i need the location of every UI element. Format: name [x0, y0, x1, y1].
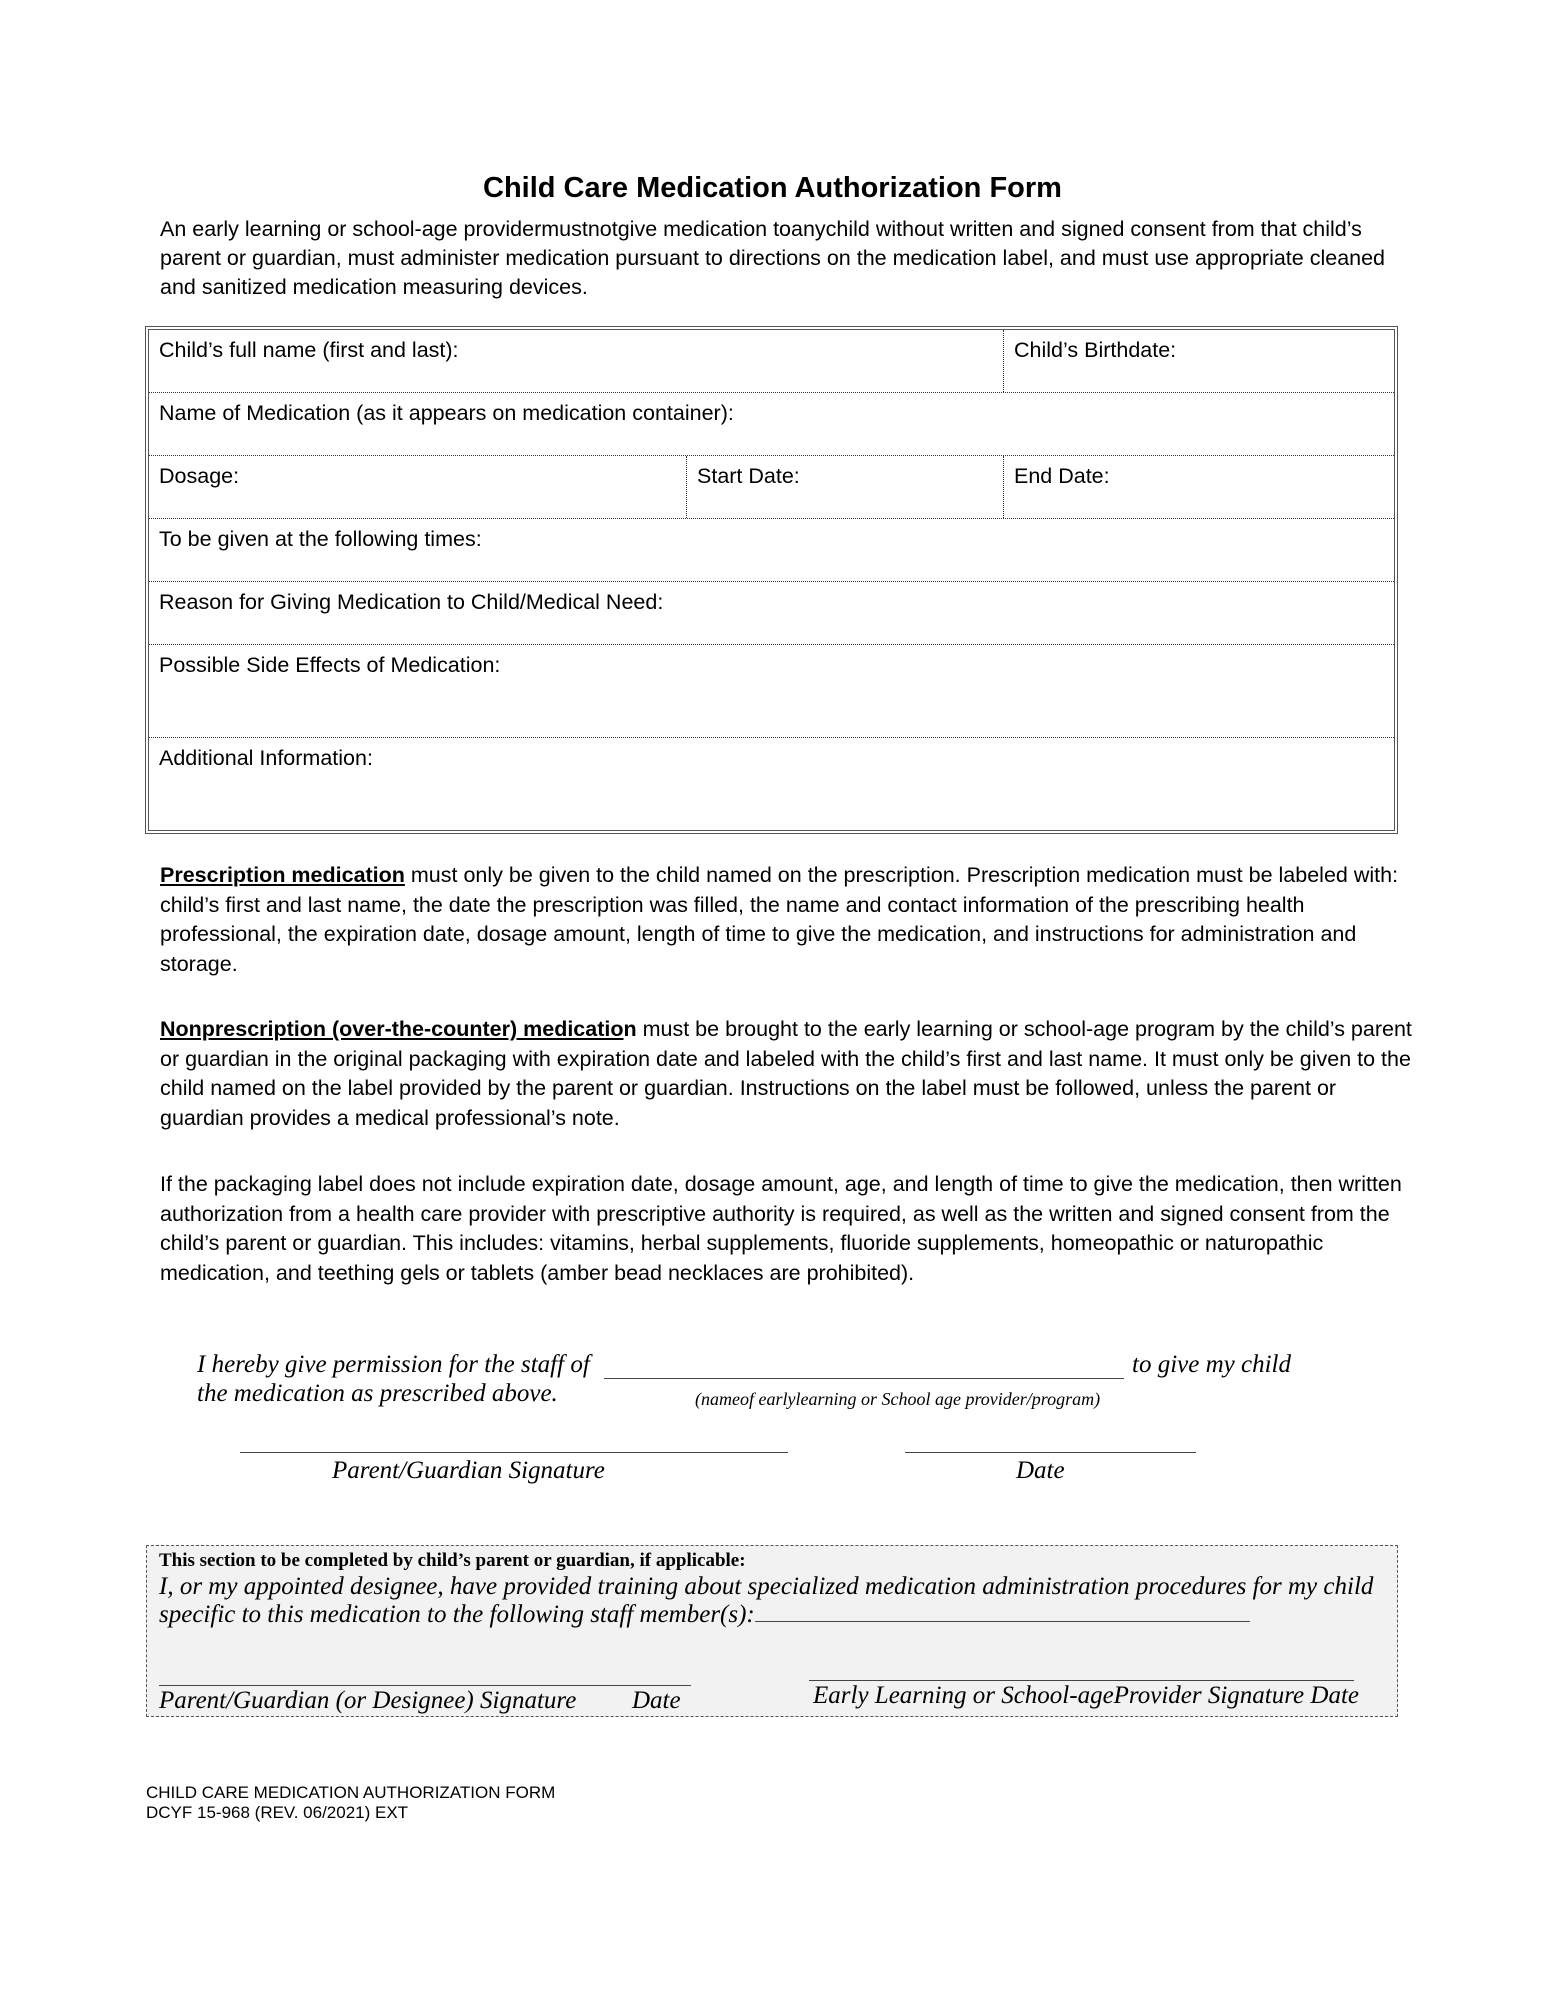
- form-row-medication: [149, 393, 1394, 456]
- child-name-field[interactable]: [149, 330, 1003, 392]
- times-label: To be given at the following times:: [159, 527, 482, 551]
- parent-signature-label: Parent/Guardian Signature: [332, 1457, 605, 1484]
- dosage-field[interactable]: [149, 456, 686, 518]
- staff-member-line[interactable]: [755, 1603, 1250, 1622]
- designee-signature-label: Parent/Guardian (or Designee) Signature: [159, 1687, 577, 1714]
- nonprescription-heading: Nonprescription (over-the-counter) medicatio: [160, 1017, 624, 1041]
- medication-form-table: [145, 326, 1398, 834]
- form-row-dosage: [149, 456, 1394, 519]
- end-date-field[interactable]: [1003, 456, 1394, 518]
- permission-line2: the medication as prescribed above.: [197, 1380, 558, 1407]
- start-date-field[interactable]: [686, 456, 1003, 518]
- provider-signature-label: Early Learning or School-ageProvider Signature Date: [813, 1682, 1359, 1709]
- prescription-heading: Prescription medication: [160, 863, 405, 887]
- additional-info-label: Additional Information:: [159, 746, 373, 770]
- birthdate-field[interactable]: [1003, 330, 1394, 392]
- medication-name-field[interactable]: [149, 393, 1394, 455]
- training-heading: This section to be completed by child’s parent or guardian, if applicable:: [159, 1550, 746, 1571]
- birthdate-label: Child’s Birthdate:: [1014, 338, 1177, 362]
- additional-info-field[interactable]: [149, 738, 1394, 830]
- times-field[interactable]: [149, 519, 1394, 581]
- nonprescription-paragraph: [160, 1015, 1420, 1133]
- nonprescription-text: must be brought to the early learning or school-age program by the child’s parent or guardian in the original packaging with expiration date and labeled with the child’s first and last name. It must only be given to the child named on the label provided by the parent or guardian. Instructions on the label must be followed, unless the parent or guardian provides a medical professional’s note.: [160, 1017, 1412, 1130]
- form-row-times: [149, 519, 1394, 582]
- footer-form-number: DCYF 15-968 (REV. 06/2021) EXT: [146, 1803, 409, 1822]
- form-row-reason: [149, 582, 1394, 645]
- prescription-text: must only be given to the child named on the prescription. Prescription medication must be labeled with: child’s first and last name, the date the prescription was filled, the name and contact information of the prescribing health professional, the expiration date, dosage amount, length of time to give the medication, and instructions for administration and storage.: [160, 863, 1399, 976]
- parent-date-label: Date: [1016, 1457, 1065, 1484]
- provider-name-hint: (nameof earlylearning or School age provider/program): [695, 1389, 1101, 1409]
- permission-line1-end: to give my child: [1132, 1351, 1291, 1378]
- form-row-side-effects: [149, 645, 1394, 738]
- form-row-additional: [149, 738, 1394, 830]
- packaging-paragraph: If the packaging label does not include expiration date, dosage amount, age, and length of time to give the medication, then written authorization from a health care provider with prescriptive authority is required, as well as the written and signed consent from the child’s parent or guardian. This includes: vitamins, herbal supplements, fluoride supplements, homeopathic or naturopathic medication, and teething gels or tablets (amber bead necklaces are prohibited).: [160, 1172, 1402, 1285]
- side-effects-label: Possible Side Effects of Medication:: [159, 653, 501, 677]
- side-effects-field[interactable]: [149, 645, 1394, 737]
- reason-field[interactable]: [149, 582, 1394, 644]
- parent-signature-line[interactable]: [240, 1452, 788, 1453]
- medication-name-label: Name of Medication (as it appears on medication container):: [159, 401, 734, 425]
- training-text: [159, 1573, 1379, 1629]
- training-statement: I, or my appointed designee, have provided training about specialized medication administration procedures for my child specific to this medication to the following staff member(s):: [159, 1573, 1374, 1628]
- designee-signature-line[interactable]: [159, 1685, 691, 1686]
- intro-paragraph: An early learning or school-age providermustnotgive medication toanychild without written and signed consent from that child’s parent or guardian, must administer medication pursuant to directions on the medication label, and must use appropriate cleaned and sanitized medication measuring devices.: [160, 217, 1386, 299]
- page-title: Child Care Medication Authorization Form: [483, 172, 1062, 204]
- dosage-label: Dosage:: [159, 464, 240, 488]
- designee-date-label: Date: [632, 1687, 681, 1714]
- start-date-label: Start Date:: [697, 464, 800, 488]
- prescription-paragraph: [160, 861, 1420, 979]
- provider-signature-line[interactable]: [809, 1680, 1354, 1681]
- training-section: [146, 1545, 1398, 1717]
- provider-name-line[interactable]: [604, 1378, 1124, 1379]
- footer-form-name: CHILD CARE MEDICATION AUTHORIZATION FORM: [146, 1783, 556, 1802]
- child-name-label: Child’s full name (first and last):: [159, 338, 459, 362]
- parent-date-line[interactable]: [905, 1452, 1196, 1453]
- nonprescription-heading-tail: n: [623, 1017, 637, 1041]
- form-row-child: [149, 330, 1394, 393]
- permission-line1-start: I hereby give permission for the staff of: [197, 1351, 590, 1378]
- reason-label: Reason for Giving Medication to Child/Medical Need:: [159, 590, 664, 614]
- end-date-label: End Date:: [1014, 464, 1110, 488]
